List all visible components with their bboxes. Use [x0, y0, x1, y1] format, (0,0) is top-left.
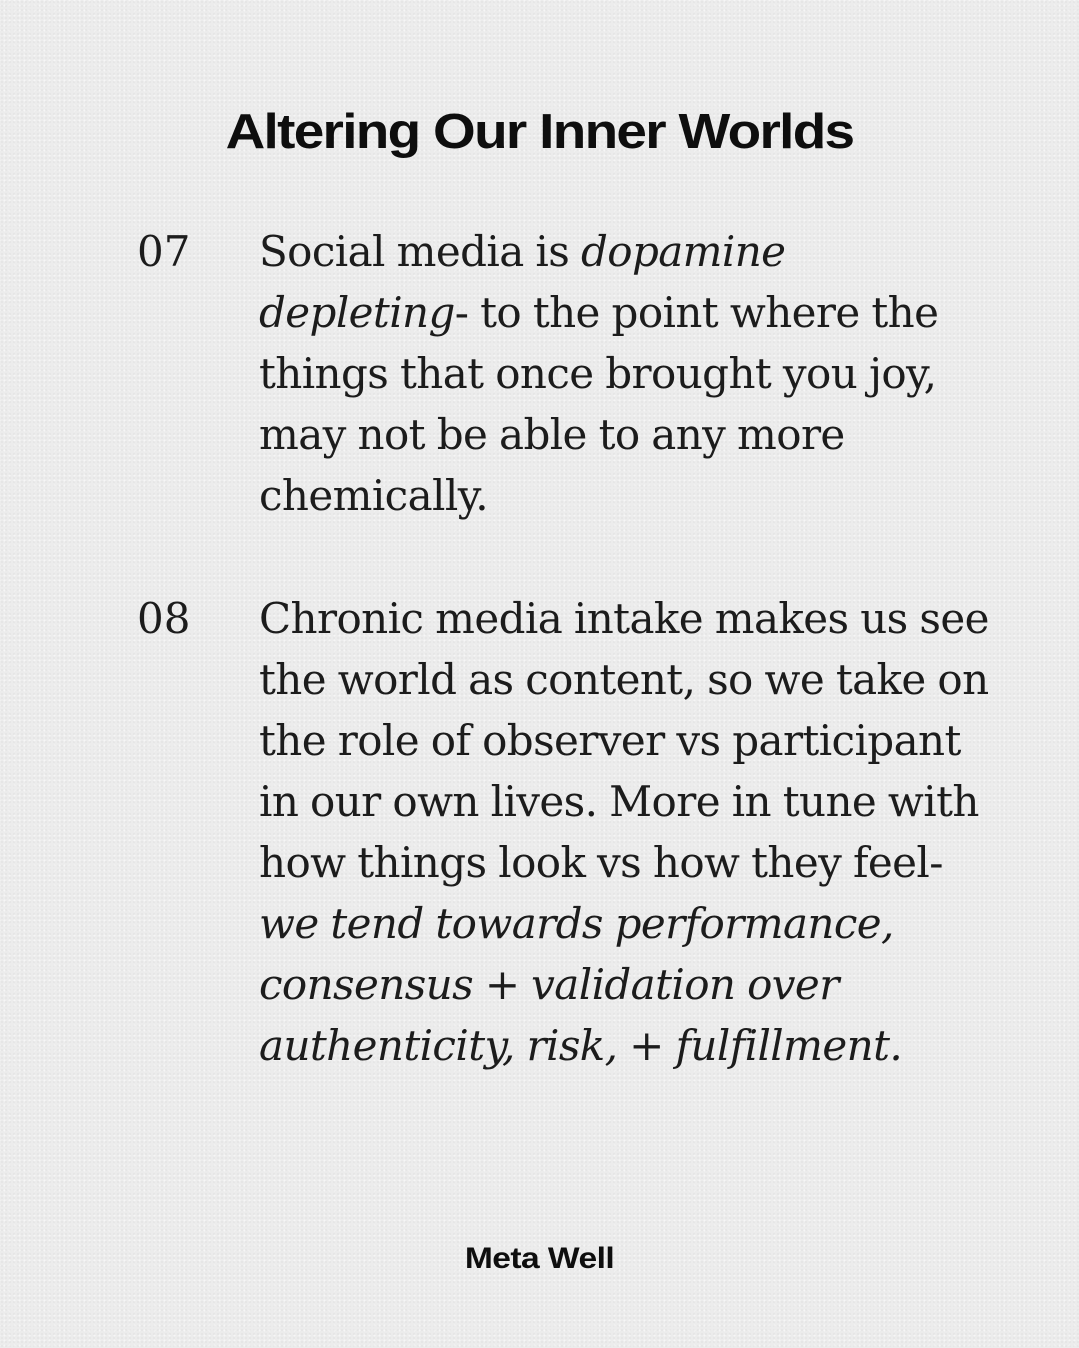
item-text-segment: - to the point where the things that once brought you joy, may not be able to any more chemically.	[259, 288, 939, 520]
item-text-italic-segment: we tend towards performance, consensus + validation over authenticity, risk, + fulfillment.	[259, 899, 903, 1070]
page-title: Altering Our Inner Worlds	[225, 105, 854, 159]
item-text-segment: Social media is	[259, 227, 581, 276]
item-number: 08	[137, 594, 191, 643]
item-text-italic-segment: dopamine depleting	[259, 227, 786, 337]
item-text	[259, 588, 999, 1076]
item-text	[259, 221, 999, 526]
item-number: 07	[137, 227, 191, 276]
brand-wordmark: Meta Well	[464, 1242, 615, 1275]
item-text-segment: Chronic media intake makes us see the world as content, so we take on the role of observer vs participant in our own lives. More in tune with how things look vs how they feel-	[259, 594, 989, 887]
